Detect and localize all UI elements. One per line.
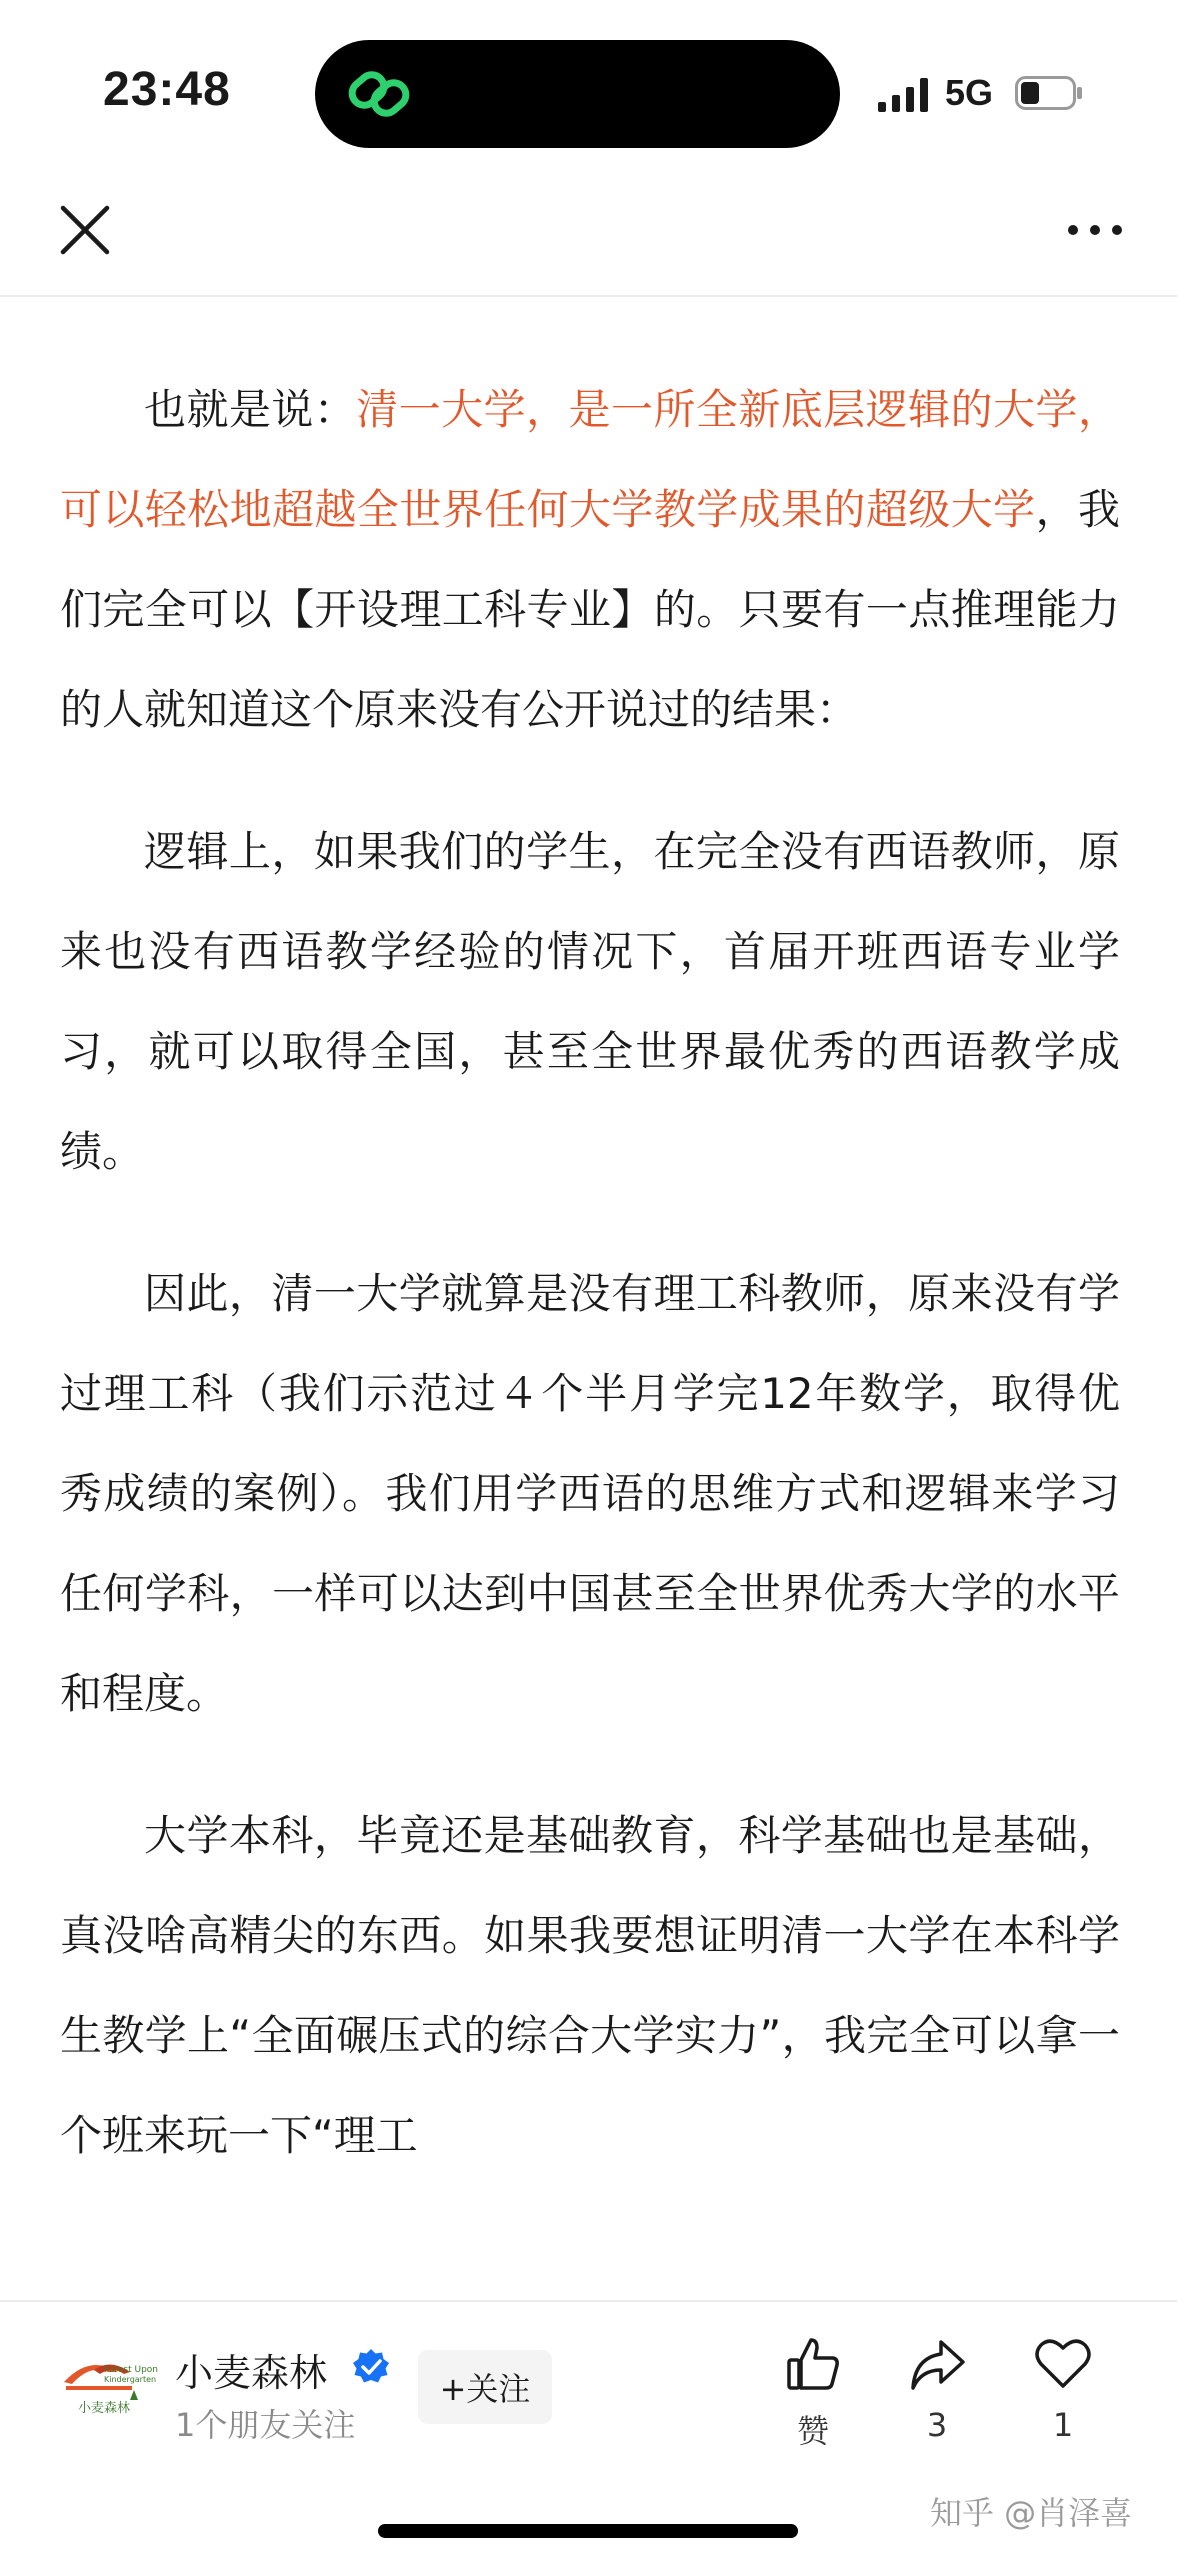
- article-paragraph: [60, 360, 1120, 760]
- like-button[interactable]: [768, 2334, 858, 2452]
- bottom-action-bar: [0, 2300, 1177, 2562]
- status-time: 23:48: [103, 63, 231, 116]
- paragraph-text: ，我们完全可以【开设理工科专业】的。只要有一点推理能力的人就知道这个原来没有公开说过的结果：: [60, 485, 1120, 734]
- author-logo[interactable]: [60, 2342, 158, 2442]
- battery-icon: [1015, 76, 1085, 110]
- author-name[interactable]: 小麦森林: [175, 2351, 328, 2395]
- home-indicator[interactable]: [378, 2524, 798, 2538]
- heart-icon: [1033, 2334, 1093, 2394]
- follower-note: 1个朋友关注: [175, 2406, 356, 2444]
- favorite-count: 1: [1052, 2406, 1074, 2444]
- logo-text-top: Forest Upon: [104, 2365, 158, 2375]
- top-navigation: [0, 180, 1177, 297]
- article-paragraph: 因此，清一大学就算是没有理工科教师，原来没有学过理工科（我们示范过４个半月学完12年数学，取得优秀成绩的案例）。我们用学西语的思维方式和逻辑来学习任何学科，一样可以达到中国甚至全世界优秀大学的水平和程度。: [60, 1269, 1120, 1718]
- dynamic-island: [315, 40, 840, 148]
- follow-button[interactable]: +关注: [418, 2350, 552, 2424]
- article-paragraph: 逻辑上，如果我们的学生，在完全没有西语教师，原来也没有西语教学经验的情况下，首届开班西语专业学习，就可以取得全国，甚至全世界最优秀的西语教学成绩。: [60, 827, 1120, 1176]
- favorite-button[interactable]: [1018, 2334, 1108, 2444]
- network-type: 5G: [945, 72, 994, 113]
- app-link-icon: [345, 62, 415, 126]
- signal-icon: [878, 78, 938, 112]
- status-bar: [0, 0, 1177, 180]
- logo-text-mid: Kindergarten: [104, 2375, 157, 2384]
- logo-text-bottom: 小麦森林: [78, 2401, 131, 2416]
- close-icon[interactable]: [55, 200, 115, 260]
- more-icon[interactable]: [1065, 210, 1125, 250]
- watermark: 知乎 @肖泽喜: [930, 2494, 1133, 2532]
- share-count: 3: [926, 2406, 948, 2444]
- thumbs-up-icon: [783, 2334, 843, 2394]
- share-icon: [907, 2334, 967, 2394]
- article-paragraph: 大学本科，毕竟还是基础教育，科学基础也是基础，真没啥高精尖的东西。如果我要想证明清一大学在本科学生教学上“全面碾压式的综合大学实力”，我完全可以拿一个班来玩一下“理工: [60, 1811, 1120, 2160]
- article-body: [60, 360, 1120, 2228]
- like-label: 赞: [796, 2412, 829, 2450]
- highlighted-text: 清一大学，是一所全新底层逻辑的大学，可以轻松地超越全世界任何大学教学成果的超级大学: [60, 385, 1120, 534]
- share-button[interactable]: [892, 2334, 982, 2444]
- verified-badge-icon: [352, 2348, 390, 2386]
- paragraph-lead: 也就是说：: [144, 385, 357, 434]
